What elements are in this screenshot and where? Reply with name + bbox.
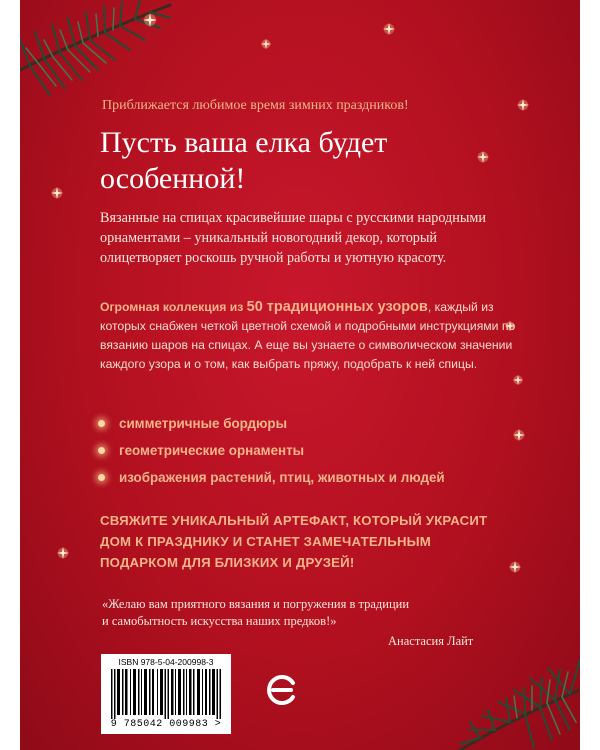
star-icon bbox=[50, 186, 64, 200]
isbn-barcode bbox=[101, 654, 231, 734]
headline-line-2: особенной! bbox=[100, 162, 246, 195]
bullet-glow-icon bbox=[98, 447, 105, 454]
feature-item bbox=[98, 464, 518, 491]
feature-item bbox=[98, 437, 518, 464]
intro-paragraph: Вязанные на спицах красивейшие шары с русскими народными орнаментами – уникальный новогодний декор, который олицетворяет роскошь ручной работы и уютную красоту. bbox=[100, 210, 486, 266]
feature-label: симметричные бордюры bbox=[119, 416, 288, 431]
headline-line-1: Пусть ваша елка будет bbox=[100, 126, 388, 159]
bullet-glow-icon bbox=[98, 420, 105, 427]
collection-prefix: Огромная коллекция из bbox=[100, 300, 247, 314]
quote-line-1: «Желаю вам приятного вязания и погружения в традиции bbox=[102, 597, 410, 611]
barcode-digits: 9 785042 009983 > bbox=[110, 719, 222, 730]
star-icon bbox=[260, 38, 272, 50]
cta-line-3: ПОДАРКОМ ДЛЯ БЛИЗКИХ И ДРУЗЕЙ! bbox=[100, 555, 355, 570]
isbn-label: ISBN 978-5-04-200998-3 bbox=[118, 657, 214, 667]
headline bbox=[100, 125, 540, 197]
barcode-bars bbox=[111, 669, 221, 719]
quote-line-2: и самобытность искусства наших предков!» bbox=[102, 614, 337, 628]
collection-paragraph bbox=[100, 298, 520, 374]
collection-highlight: 50 традиционных узоров bbox=[246, 299, 428, 315]
star-icon bbox=[512, 374, 524, 386]
quote-author: Анастасия Лайт bbox=[388, 634, 474, 648]
author-quote bbox=[102, 596, 522, 630]
bullet-glow-icon bbox=[98, 474, 105, 481]
feature-item bbox=[98, 410, 518, 437]
book-back-cover bbox=[20, 0, 580, 750]
star-icon bbox=[382, 22, 396, 36]
cta-line-2: ДОМ К ПРАЗДНИКУ И СТАНЕТ ЗАМЕЧАТЕЛЬНЫМ bbox=[100, 534, 431, 549]
eksmo-logo-icon bbox=[264, 672, 300, 708]
call-to-action bbox=[100, 510, 520, 573]
tagline: Приближается любимое время зимних праздников! bbox=[102, 98, 409, 113]
cta-line-1: СВЯЖИТЕ УНИКАЛЬНЫЙ АРТЕФАКТ, КОТОРЫЙ УКРАСИТ bbox=[100, 513, 488, 528]
feature-label: геометрические орнаменты bbox=[119, 443, 305, 458]
collection-body: , каждый из которых снабжен четкой цветной схемой и подробными инструкциями по вязанию шаров на спицах. А еще вы узнаете о символическом значении каждого узора и о том, как выбрать пряжу, подобрать к ней спицы. bbox=[100, 300, 516, 371]
star-icon bbox=[142, 12, 158, 28]
feature-list bbox=[98, 410, 518, 491]
star-icon bbox=[56, 546, 70, 560]
feature-label: изображения растений, птиц, животных и людей bbox=[119, 470, 445, 485]
fir-branch-top-left bbox=[20, 0, 220, 110]
